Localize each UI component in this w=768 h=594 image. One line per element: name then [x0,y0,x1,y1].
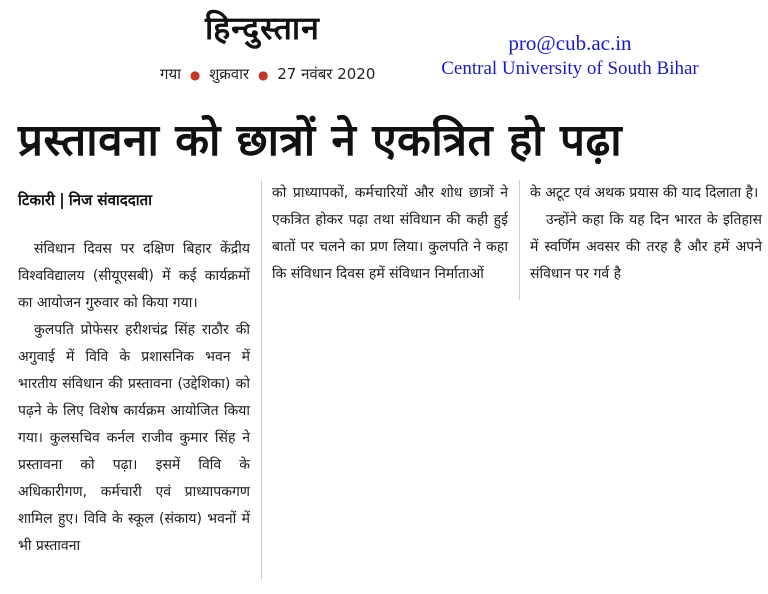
article-paragraph: उन्होंने कहा कि यह दिन भारत के इतिहास में स्वर्णिम अवसर की तरह है और हमें अपने संविधान पर गर्व है [530,212,762,282]
article-paragraph: संविधान दिवस पर दक्षिण बिहार केंद्रीय विश्वविद्यालय (सीयूएसबी) में कई कार्यक्रमों का आयोजन गुरुवार को किया गया। [18,241,250,311]
bullet-icon: ● [257,68,269,82]
university-name: Central University of South Bihar [441,58,699,79]
byline [18,190,152,210]
byline-reporter: निज संवाददाता [68,191,153,209]
university-stamp [410,30,730,82]
column-divider [519,180,520,300]
newspaper-masthead: हिन्दुस्तान [205,9,320,47]
article-paragraph: को प्राध्यापकों, कर्मचारियों और शोध छात्रों ने एकत्रित होकर पढ़ा तथा संविधान की कही हुई बातों पर चलने का प्रण लिया। कुलपति ने कहा कि संविधान दिवस हमें संविधान निर्माताओं [272,185,508,282]
article-column-1 [18,236,250,560]
bullet-icon: ● [189,68,201,82]
dateline-city: गया [160,65,182,83]
dateline [160,64,375,84]
article-column-3 [530,180,762,288]
article-column-2 [272,180,508,288]
byline-place: टिकारी [18,191,55,209]
article-paragraph: के अटूट एवं अथक प्रयास की याद दिलाता है। [530,185,759,201]
column-divider [261,180,262,580]
dateline-date: 27 नवंबर 2020 [277,65,376,83]
pro-email: pro@cub.ac.in [508,31,632,55]
byline-separator [61,193,63,209]
article-headline: प्रस्तावना को छात्रों ने एकत्रित हो पढ़ा [18,115,623,166]
dateline-day: शुक्रवार [209,65,250,83]
article-paragraph: कुलपति प्रोफेसर हरीशचंद्र सिंह राठौर की अगुवाई में विवि के प्रशासनिक भवन में भारतीय संविधान की प्रस्तावना (उद्देशिका) को पढ़ने के लिए विशेष कार्यक्रम आयोजित किया गया। कुलसचिव कर्नल राजीव कुमार सिंह ने प्रस्तावना को पढ़ा। इसमें विवि के अधिकारीगण, कर्मचारी एवं प्राध्यापकगण शामिल हुए। विवि के स्कूल (संकाय) भवनों में भी प्रस्तावना [18,322,250,554]
